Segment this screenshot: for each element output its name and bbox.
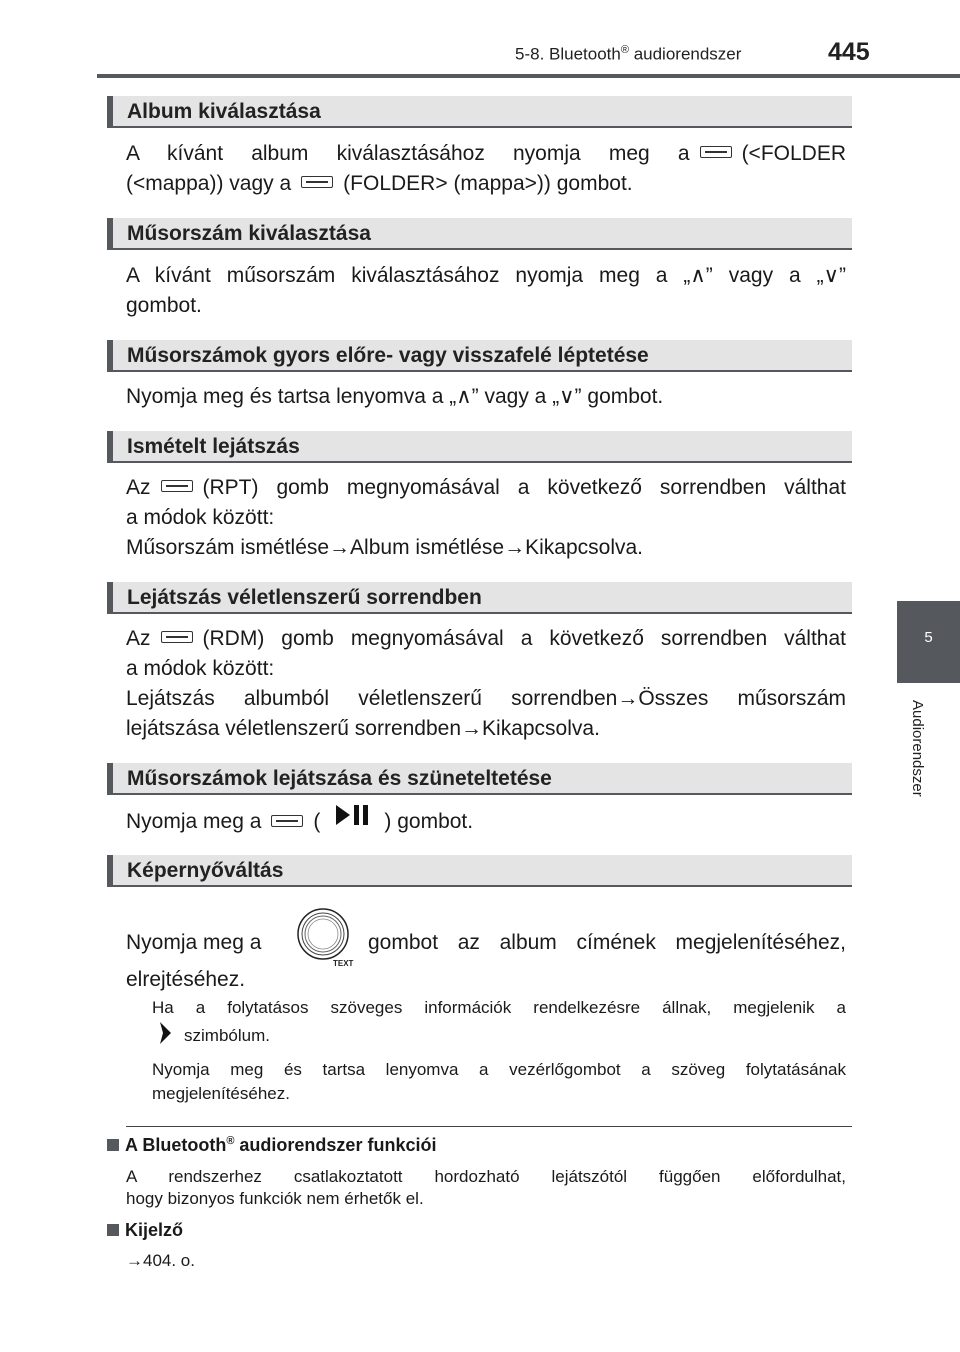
section-header-track [107, 218, 852, 250]
chapter-number: 5 [924, 629, 933, 646]
note-text-line: A rendszerhez csatlakoztatott hordozható lejátszótól függően előfordulhat, [126, 1167, 846, 1186]
square-bullet-icon [107, 1139, 119, 1151]
section-title: Ismételt lejátszás [127, 435, 300, 458]
section-title: Album kiválasztása [127, 100, 321, 123]
paragraph-line: Műsorszám ismétlése→Album ismétlése→Kikapcsolva. [126, 536, 643, 559]
rdm-button-icon [161, 631, 193, 643]
header-title-main: 5-8. Bluetooth [515, 44, 621, 64]
paragraph-line: lejátszása véletlenszerű sorrendben→Kikapcsolva. [126, 717, 600, 740]
paragraph-line: Nyomja meg és tartsa lenyomva a „∧” vagy a „∨” gombot. [126, 385, 664, 408]
section-title: Műsorszámok gyors előre- vagy visszafelé léptetése [127, 344, 649, 367]
paragraph-line: gombot az album címének megjelenítéséhez, [368, 931, 846, 954]
text: A kívánt album kiválasztásához nyomja meg a [126, 142, 690, 165]
paragraph-line: gombot. [126, 294, 202, 317]
section-title: Képernyőváltás [127, 859, 284, 882]
section-header-screen-switch [107, 855, 852, 887]
registered-mark: ® [226, 1135, 235, 1147]
text: (RPT) gomb megnyomásával a következő sorrendben válthat [202, 476, 846, 499]
note-line: Ha a folytatásos szöveges információk rendelkezésre állnak, megjelenik a [152, 998, 846, 1017]
section-header-fast-forward [107, 340, 852, 372]
paragraph-line: a módok között: [126, 506, 275, 529]
divider [126, 1126, 852, 1127]
text: (<FOLDER [741, 142, 846, 165]
chapter-label: Audiorendszer [909, 700, 926, 797]
text-knob-icon [295, 907, 351, 963]
text-knob-label: TEXT [333, 959, 354, 968]
text: Az [126, 627, 151, 650]
section-title: Műsorszám kiválasztása [127, 222, 371, 245]
note-heading-display [107, 1220, 183, 1241]
note-line: megjelenítéséhez. [152, 1084, 290, 1103]
section-title: Műsorszámok lejátszása és szüneteltetése [127, 767, 552, 790]
note-text-line: →404. o. [126, 1251, 195, 1270]
running-header [515, 44, 741, 65]
section-header-album [107, 96, 852, 128]
play-pause-icon [334, 803, 370, 836]
text: ) gombot. [384, 810, 474, 834]
text: Az [126, 476, 151, 499]
note-heading-functions [107, 1135, 436, 1156]
paragraph-line [126, 169, 846, 199]
folder-forward-button-icon [301, 176, 333, 188]
header-registered-mark: ® [620, 44, 629, 56]
paragraph-line [126, 806, 846, 839]
section-header-random [107, 582, 852, 614]
text: (FOLDER> (mappa>)) gombot. [343, 172, 633, 195]
continuation-arrow-icon [158, 1022, 172, 1051]
rpt-button-icon [161, 480, 193, 492]
page-number: 445 [828, 38, 870, 66]
text: Nyomja meg a [126, 810, 262, 834]
text: (<mappa)) vagy a [126, 172, 292, 195]
header-rule [97, 74, 960, 78]
folder-back-button-icon [700, 146, 732, 158]
note-text-line: hogy bizonyos funkciók nem érhetők el. [126, 1189, 424, 1208]
text: szimbólum. [184, 1025, 270, 1045]
section-title: Lejátszás véletlenszerű sorrendben [127, 586, 482, 609]
paragraph-line [126, 139, 846, 169]
paragraph-line: elrejtéséhez. [126, 968, 246, 991]
note-line [152, 1022, 846, 1051]
text: (RDM) gomb megnyomásával a következő sorrendben válthat [202, 627, 846, 650]
header-title-rest: audiorendszer [628, 44, 742, 64]
paragraph-line: a módok között: [126, 657, 275, 680]
text: Kijelző [125, 1220, 184, 1240]
chapter-tab [897, 601, 960, 683]
square-bullet-icon [107, 1224, 119, 1236]
text: audiorendszer funkciói [234, 1135, 437, 1155]
note-line: Nyomja meg és tartsa lenyomva a vezérlőgombot a szöveg folytatásának [152, 1060, 846, 1079]
play-pause-button-icon [271, 815, 303, 827]
section-header-repeat [107, 431, 852, 463]
text: ( [313, 810, 321, 834]
paragraph-line [126, 624, 846, 654]
paragraph-line: A kívánt műsorszám kiválasztásához nyomja meg a „∧” vagy a „∨” [126, 264, 846, 287]
section-header-play-pause [107, 763, 852, 795]
text: A Bluetooth [125, 1135, 227, 1155]
paragraph-line: Nyomja meg a [126, 931, 262, 954]
paragraph-line: Lejátszás albumból véletlenszerű sorrendben→Összes műsorszám [126, 687, 846, 710]
paragraph-line [126, 473, 846, 503]
